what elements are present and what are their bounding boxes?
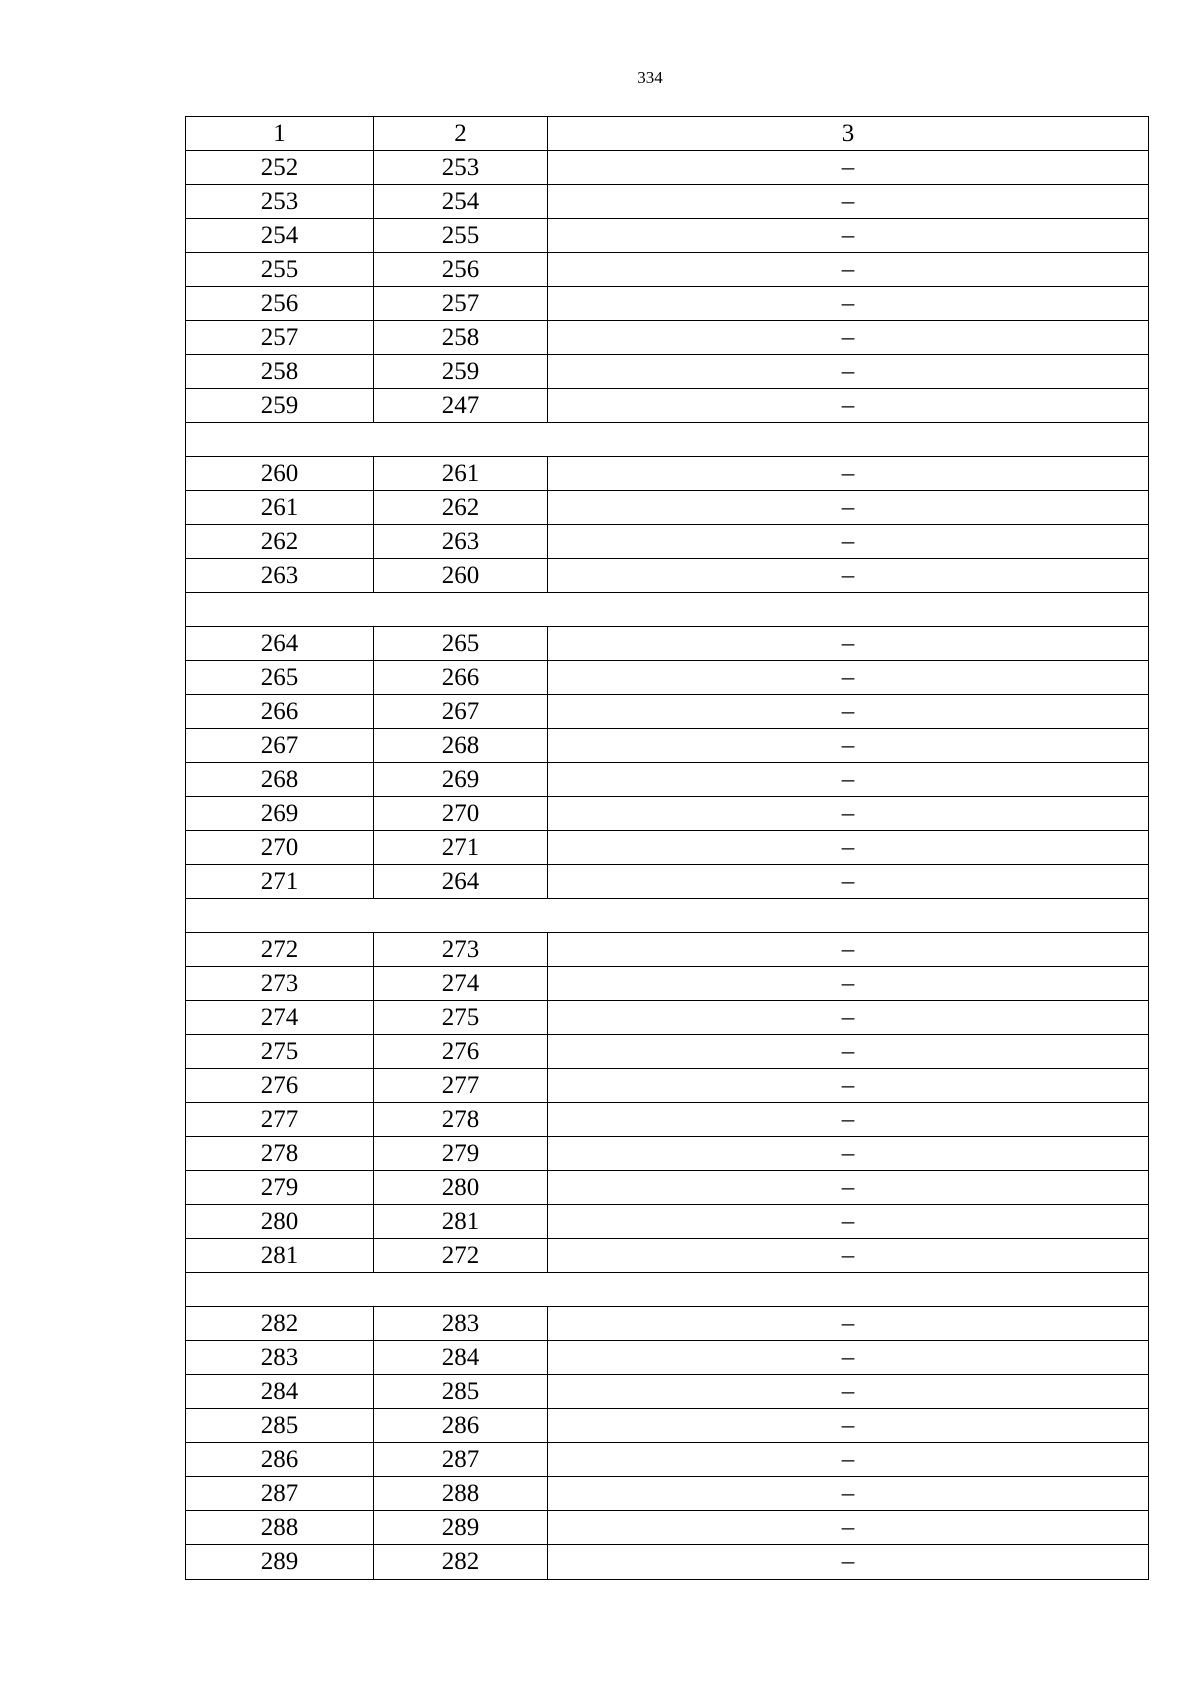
table-row bbox=[186, 151, 1148, 185]
table-row bbox=[186, 1001, 1148, 1035]
cell-col-3: – bbox=[841, 1071, 855, 1099]
cell-col-3: – bbox=[841, 1343, 855, 1371]
cell-col-2: 272 bbox=[374, 1239, 548, 1272]
table-row bbox=[186, 695, 1148, 729]
cell-col-1: 284 bbox=[186, 1375, 374, 1408]
table-row bbox=[186, 1477, 1148, 1511]
cell-col-3: – bbox=[841, 1173, 855, 1201]
cell-col-2: 262 bbox=[374, 491, 548, 524]
cell-col-1: 255 bbox=[186, 253, 374, 286]
cell-col-1: 254 bbox=[186, 219, 374, 252]
cell-col-1: 260 bbox=[186, 457, 374, 490]
cell-col-2: 281 bbox=[374, 1205, 548, 1238]
cell-col-2: 254 bbox=[374, 185, 548, 218]
cell-col-1: 253 bbox=[186, 185, 374, 218]
cell-col-3: – bbox=[841, 255, 855, 283]
cell-col-2: 288 bbox=[374, 1477, 548, 1510]
cell-col-1: 278 bbox=[186, 1137, 374, 1170]
cell-col-2: 258 bbox=[374, 321, 548, 354]
cell-col-1: 289 bbox=[186, 1545, 374, 1579]
column-header-2: 2 bbox=[374, 117, 548, 150]
table-header-row bbox=[186, 117, 1148, 151]
cell-col-3: – bbox=[841, 731, 855, 759]
cell-col-1: 271 bbox=[186, 865, 374, 898]
cell-col-2: 273 bbox=[374, 933, 548, 966]
cell-col-2: 268 bbox=[374, 729, 548, 762]
table-row bbox=[186, 1307, 1148, 1341]
table-row bbox=[186, 967, 1148, 1001]
table-row bbox=[186, 219, 1148, 253]
table-row bbox=[186, 661, 1148, 695]
cell-col-1: 265 bbox=[186, 661, 374, 694]
cell-col-1: 259 bbox=[186, 389, 374, 422]
cell-col-3: – bbox=[841, 629, 855, 657]
cell-col-3: – bbox=[841, 1548, 855, 1575]
cell-col-1: 267 bbox=[186, 729, 374, 762]
table-body bbox=[186, 151, 1148, 1579]
table-row bbox=[186, 1511, 1148, 1545]
cell-col-3: – bbox=[841, 1207, 855, 1235]
cell-col-2: 264 bbox=[374, 865, 548, 898]
cell-col-1: 262 bbox=[186, 525, 374, 558]
cell-col-3: – bbox=[841, 935, 855, 963]
cell-col-1: 275 bbox=[186, 1035, 374, 1068]
table-row bbox=[186, 1035, 1148, 1069]
cell-col-1: 287 bbox=[186, 1477, 374, 1510]
table-row bbox=[186, 1137, 1148, 1171]
cell-col-3: – bbox=[841, 1309, 855, 1337]
table-row bbox=[186, 1545, 1148, 1579]
cell-col-3: – bbox=[841, 1037, 855, 1065]
cell-col-2: 270 bbox=[374, 797, 548, 830]
table-row bbox=[186, 491, 1148, 525]
table-row bbox=[186, 1103, 1148, 1137]
table-row bbox=[186, 933, 1148, 967]
cell-col-3: – bbox=[841, 1513, 855, 1541]
cell-col-1: 279 bbox=[186, 1171, 374, 1204]
table-row bbox=[186, 559, 1148, 593]
cell-col-1: 257 bbox=[186, 321, 374, 354]
page-number: 334 bbox=[637, 68, 663, 87]
cell-col-2: 276 bbox=[374, 1035, 548, 1068]
cell-col-3: – bbox=[841, 459, 855, 487]
cell-col-3: – bbox=[841, 561, 855, 589]
table-row bbox=[186, 729, 1148, 763]
cell-col-1: 285 bbox=[186, 1409, 374, 1442]
table-row bbox=[186, 1171, 1148, 1205]
cell-col-1: 283 bbox=[186, 1341, 374, 1374]
cell-col-2: 286 bbox=[374, 1409, 548, 1442]
cell-col-3: – bbox=[841, 833, 855, 861]
table-row bbox=[186, 831, 1148, 865]
cell-col-3: – bbox=[841, 221, 855, 249]
cell-col-2: 283 bbox=[374, 1307, 548, 1340]
cell-col-2: 263 bbox=[374, 525, 548, 558]
cell-col-3: – bbox=[841, 391, 855, 419]
cell-col-3: – bbox=[841, 357, 855, 385]
table-row bbox=[186, 355, 1148, 389]
cell-col-3: – bbox=[841, 289, 855, 317]
cell-col-1: 252 bbox=[186, 151, 374, 184]
cell-col-3: – bbox=[841, 187, 855, 215]
table-row bbox=[186, 1341, 1148, 1375]
cell-col-2: 261 bbox=[374, 457, 548, 490]
cell-col-2: 256 bbox=[374, 253, 548, 286]
cell-col-3: – bbox=[841, 697, 855, 725]
cell-col-3: – bbox=[841, 969, 855, 997]
cell-col-2: 284 bbox=[374, 1341, 548, 1374]
table-row bbox=[186, 457, 1148, 491]
cell-col-3: – bbox=[841, 765, 855, 793]
cell-col-2: 260 bbox=[374, 559, 548, 592]
table-row bbox=[186, 321, 1148, 355]
cell-col-3: – bbox=[841, 1411, 855, 1439]
table-row bbox=[186, 1409, 1148, 1443]
cell-col-3: – bbox=[841, 527, 855, 555]
table-row bbox=[186, 287, 1148, 321]
cell-col-1: 274 bbox=[186, 1001, 374, 1034]
cell-col-3: – bbox=[841, 663, 855, 691]
table-row bbox=[186, 1443, 1148, 1477]
cell-col-2: 279 bbox=[374, 1137, 548, 1170]
cell-col-1: 282 bbox=[186, 1307, 374, 1340]
table-row bbox=[186, 389, 1148, 423]
cell-col-2: 278 bbox=[374, 1103, 548, 1136]
table-row bbox=[186, 865, 1148, 899]
cell-col-1: 280 bbox=[186, 1205, 374, 1238]
table-row bbox=[186, 1069, 1148, 1103]
cell-col-2: 287 bbox=[374, 1443, 548, 1476]
table-row bbox=[186, 627, 1148, 661]
cell-col-2: 266 bbox=[374, 661, 548, 694]
cell-col-1: 263 bbox=[186, 559, 374, 592]
table-row bbox=[186, 1239, 1148, 1273]
cell-col-1: 256 bbox=[186, 287, 374, 320]
data-table bbox=[185, 116, 1149, 1580]
cell-col-2: 285 bbox=[374, 1375, 548, 1408]
group-separator-row bbox=[186, 593, 1148, 627]
cell-col-3: – bbox=[841, 1445, 855, 1473]
cell-col-3: – bbox=[841, 323, 855, 351]
cell-col-3: – bbox=[841, 1003, 855, 1031]
cell-col-1: 272 bbox=[186, 933, 374, 966]
table-row bbox=[186, 185, 1148, 219]
cell-col-1: 261 bbox=[186, 491, 374, 524]
cell-col-1: 273 bbox=[186, 967, 374, 1000]
cell-col-3: – bbox=[841, 1241, 855, 1269]
cell-col-2: 280 bbox=[374, 1171, 548, 1204]
cell-col-1: 268 bbox=[186, 763, 374, 796]
cell-col-2: 259 bbox=[374, 355, 548, 388]
cell-col-3: – bbox=[841, 1377, 855, 1405]
table-row bbox=[186, 1375, 1148, 1409]
cell-col-1: 277 bbox=[186, 1103, 374, 1136]
cell-col-2: 275 bbox=[374, 1001, 548, 1034]
cell-col-2: 277 bbox=[374, 1069, 548, 1102]
column-header-3: 3 bbox=[841, 119, 855, 147]
cell-col-1: 264 bbox=[186, 627, 374, 660]
cell-col-1: 288 bbox=[186, 1511, 374, 1544]
column-header-1: 1 bbox=[186, 117, 374, 150]
cell-col-3: – bbox=[841, 799, 855, 827]
group-separator-row bbox=[186, 423, 1148, 457]
table-row bbox=[186, 253, 1148, 287]
table-row bbox=[186, 525, 1148, 559]
cell-col-2: 247 bbox=[374, 389, 548, 422]
table-row bbox=[186, 1205, 1148, 1239]
cell-col-1: 281 bbox=[186, 1239, 374, 1272]
cell-col-1: 286 bbox=[186, 1443, 374, 1476]
cell-col-2: 255 bbox=[374, 219, 548, 252]
cell-col-2: 269 bbox=[374, 763, 548, 796]
cell-col-3: – bbox=[841, 1105, 855, 1133]
cell-col-3: – bbox=[841, 1139, 855, 1167]
cell-col-2: 257 bbox=[374, 287, 548, 320]
group-separator-row bbox=[186, 899, 1148, 933]
cell-col-2: 253 bbox=[374, 151, 548, 184]
cell-col-3: – bbox=[841, 1479, 855, 1507]
group-separator-row bbox=[186, 1273, 1148, 1307]
cell-col-1: 270 bbox=[186, 831, 374, 864]
cell-col-2: 289 bbox=[374, 1511, 548, 1544]
cell-col-1: 276 bbox=[186, 1069, 374, 1102]
cell-col-3: – bbox=[841, 493, 855, 521]
cell-col-1: 266 bbox=[186, 695, 374, 728]
cell-col-2: 265 bbox=[374, 627, 548, 660]
cell-col-3: – bbox=[841, 867, 855, 895]
cell-col-1: 258 bbox=[186, 355, 374, 388]
cell-col-2: 267 bbox=[374, 695, 548, 728]
table-row bbox=[186, 763, 1148, 797]
cell-col-2: 271 bbox=[374, 831, 548, 864]
cell-col-2: 282 bbox=[374, 1545, 548, 1579]
table-row bbox=[186, 797, 1148, 831]
cell-col-3: – bbox=[841, 153, 855, 181]
cell-col-1: 269 bbox=[186, 797, 374, 830]
cell-col-2: 274 bbox=[374, 967, 548, 1000]
